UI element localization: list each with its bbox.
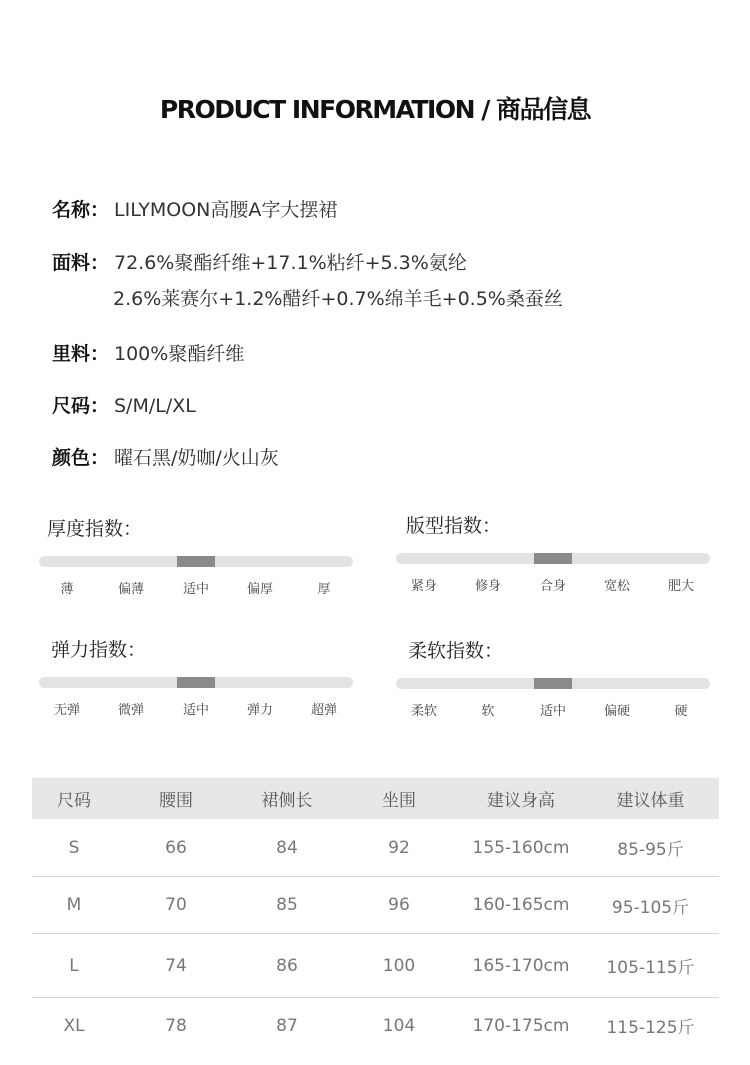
table-cell: L xyxy=(32,934,116,998)
table-cell: 95-105斤 xyxy=(582,877,719,934)
meter-labels xyxy=(39,699,359,719)
info-value-fabric-line2: 2.6%莱赛尔+1.2%醋纤+0.7%绵羊毛+0.5%桑蚕丝 xyxy=(113,288,563,310)
table-cell: 84 xyxy=(236,819,338,877)
size-table xyxy=(32,778,719,1053)
meter-fill xyxy=(177,556,215,567)
info-value: LILYMOON高腰A字大摆裙 xyxy=(114,199,338,221)
table-cell: 74 xyxy=(116,934,236,998)
meter-label: 偏薄 xyxy=(117,582,145,597)
table-cell: 85 xyxy=(236,877,338,934)
table-cell: M xyxy=(32,877,116,934)
meter-track xyxy=(39,677,353,688)
meter-label: 紧身 xyxy=(410,579,438,594)
info-key: 尺码： xyxy=(52,395,110,417)
meter-fill xyxy=(177,677,215,688)
header-waist: 腰围 xyxy=(116,778,236,819)
table-cell: 165-170cm xyxy=(460,934,582,998)
table-cell: 155-160cm xyxy=(460,819,582,877)
info-value: 72.6%聚酯纤维+17.1%粘纤+5.3%氨纶 xyxy=(114,252,467,274)
header-skirt-length: 裙侧长 xyxy=(236,778,338,819)
meter-label: 无弹 xyxy=(53,703,81,718)
meter-track xyxy=(396,553,710,564)
table-cell: 92 xyxy=(338,819,460,877)
meter-label: 偏厚 xyxy=(246,582,274,597)
table-cell: 87 xyxy=(276,1015,298,1036)
table-cell: 70 xyxy=(116,877,236,934)
info-row-color xyxy=(52,443,279,470)
info-key: 名称： xyxy=(52,199,110,221)
table-cell: 115-125斤 xyxy=(606,1018,695,1038)
info-key: 颜色： xyxy=(52,447,110,469)
table-cell: 85-95斤 xyxy=(582,819,719,877)
meter-label: 适中 xyxy=(539,704,567,719)
meter-label: 宽松 xyxy=(603,579,631,594)
meter-title: 厚度指数： xyxy=(47,518,143,540)
meter-fill xyxy=(534,553,572,564)
info-value: 曜石黑/奶咖/火山灰 xyxy=(114,447,279,469)
table-cell: 105-115斤 xyxy=(582,934,719,998)
meter-track xyxy=(396,678,710,689)
table-row xyxy=(32,877,719,934)
meter-label: 柔软 xyxy=(410,704,438,719)
meter-label: 软 xyxy=(481,704,495,719)
meter-labels xyxy=(396,700,716,720)
meter-label: 薄 xyxy=(60,582,74,597)
meter-labels xyxy=(396,575,716,595)
table-row xyxy=(32,934,719,998)
table-cell: 78 xyxy=(165,1015,187,1036)
table-cell: 104 xyxy=(382,1015,416,1036)
header-height: 建议身高 xyxy=(460,778,582,819)
meter-label: 肥大 xyxy=(667,579,695,594)
table-row xyxy=(32,998,719,1054)
table-cell: S xyxy=(32,819,116,877)
meter-fill xyxy=(534,678,572,689)
meter-title: 弹力指数： xyxy=(51,639,147,661)
table-cell: 96 xyxy=(338,877,460,934)
meter-label: 适中 xyxy=(182,703,210,718)
info-row-fabric xyxy=(52,248,467,275)
table-cell: 160-165cm xyxy=(460,877,582,934)
info-value: 100%聚酯纤维 xyxy=(114,343,245,365)
meter-title: 柔软指数： xyxy=(408,640,504,662)
info-row-name xyxy=(52,195,337,222)
page-title: PRODUCT INFORMATION / 商品信息 xyxy=(159,95,591,124)
meter-label: 合身 xyxy=(539,579,567,594)
meter-label: 适中 xyxy=(182,582,210,597)
table-cell: 170-175cm xyxy=(472,1015,570,1036)
table-header-row xyxy=(32,778,719,819)
header-size: 尺码 xyxy=(32,778,116,819)
meter-label: 偏硬 xyxy=(603,704,631,719)
table-cell: 66 xyxy=(116,819,236,877)
info-value: S/M/L/XL xyxy=(114,395,196,417)
meter-label: 修身 xyxy=(474,579,502,594)
table-cell: 100 xyxy=(338,934,460,998)
meter-labels xyxy=(39,578,359,598)
header-weight: 建议体重 xyxy=(582,778,719,819)
meter-label: 超弹 xyxy=(310,703,338,718)
info-key: 面料： xyxy=(52,252,110,274)
meter-label: 微弹 xyxy=(117,703,145,718)
meter-label: 硬 xyxy=(674,704,688,719)
header-hip: 坐围 xyxy=(338,778,460,819)
meter-track xyxy=(39,556,353,567)
info-row-lining xyxy=(52,339,244,366)
info-row-size xyxy=(52,391,196,418)
meter-title: 版型指数： xyxy=(406,515,502,537)
table-cell: 86 xyxy=(236,934,338,998)
table-cell: XL xyxy=(63,1015,85,1036)
meter-label: 厚 xyxy=(317,582,331,597)
info-key: 里料： xyxy=(52,343,110,365)
meter-label: 弹力 xyxy=(246,703,274,718)
table-row xyxy=(32,819,719,877)
